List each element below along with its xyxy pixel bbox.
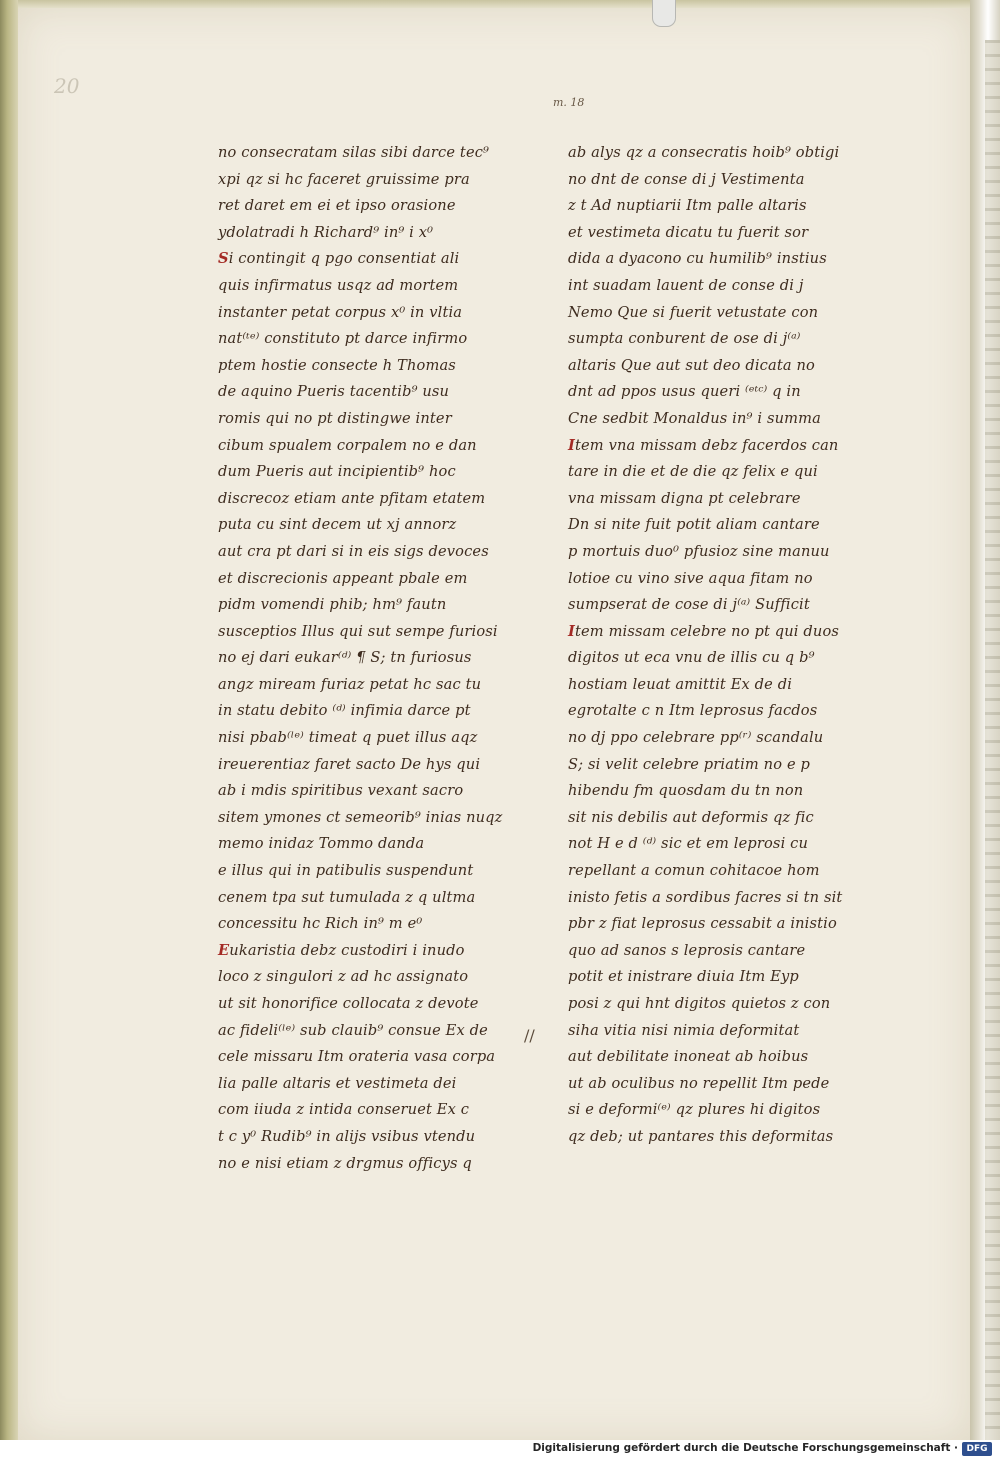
manuscript-line: e illus qui in patibulis suspendunt bbox=[218, 862, 474, 880]
manuscript-line: Eukaristia debz custodiri i inudo bbox=[218, 941, 465, 959]
manuscript-line: ireuerentiaz faret sacto De hys qui bbox=[218, 755, 481, 773]
manuscript-line: t c y⁰ Rudib⁹ in alijs vsibus vtendu bbox=[218, 1127, 476, 1145]
rubricated-initial: E bbox=[218, 941, 230, 959]
manuscript-line: cele missaru Itm orateria vasa corpa bbox=[218, 1048, 496, 1066]
manuscript-line: z t Ad nuptiarii Itm palle altaris bbox=[568, 197, 807, 215]
funding-credit: Digitalisierung gefördert durch die Deutsche Forschungsgemeinschaft · bbox=[532, 1442, 958, 1454]
manuscript-line: quo ad sanos s leprosis cantare bbox=[568, 941, 806, 959]
text-column-right bbox=[568, 140, 878, 1151]
manuscript-line: dum Pueris aut incipientib⁹ hoc bbox=[218, 463, 456, 481]
manuscript-line: cenem tpa sut tumulada z q ultma bbox=[218, 888, 476, 906]
manuscript-line: dnt ad ppos usus queri ⁽ᵉᵗᶜ⁾ q in bbox=[568, 383, 801, 401]
manuscript-line: vna missam digna pt celebrare bbox=[568, 489, 801, 507]
manuscript-line: posi z qui hnt digitos quietos z con bbox=[568, 995, 831, 1012]
manuscript-line: ut sit honorifice collocata z devote bbox=[218, 995, 479, 1012]
manuscript-line: angz miream furiaz petat hc sac tu bbox=[218, 675, 482, 693]
rubricated-initial: I bbox=[568, 436, 575, 454]
text-column-left bbox=[218, 140, 538, 1177]
rubricated-initial: I bbox=[568, 622, 575, 640]
manuscript-line: concessitu hc Rich in⁹ m e⁰ bbox=[218, 915, 423, 933]
manuscript-line: aut debilitate inoneat ab hoibus bbox=[568, 1048, 809, 1066]
manuscript-line: no dnt de conse di j Vestimenta bbox=[568, 170, 805, 188]
manuscript-line: susceptios Illus qui sut sempe furiosi bbox=[218, 622, 498, 640]
manuscript-line: ydolatradi h Richard⁹ in⁹ i x⁰ bbox=[218, 223, 434, 241]
manuscript-line: si e deformi⁽ᵉ⁾ qz plures hi digitos bbox=[568, 1101, 821, 1119]
metal-clasp bbox=[652, 0, 676, 27]
manuscript-line: tare in die et de die qz felix e qui bbox=[568, 463, 818, 481]
top-mark: m. 18 bbox=[553, 96, 585, 109]
manuscript-line: altaris Que aut sut deo dicata no bbox=[568, 356, 815, 374]
manuscript-line: lotioe cu vino sive aqua fitam no bbox=[568, 569, 813, 587]
manuscript-line: S; si velit celebre priatim no e p bbox=[568, 755, 811, 773]
manuscript-line: Dn si nite fuit potit aliam cantare bbox=[568, 516, 820, 534]
manuscript-line: potit et inistrare diuia Itm Eyp bbox=[568, 968, 799, 986]
dfg-logo: DFG bbox=[962, 1442, 992, 1456]
manuscript-line: ptem hostie consecte h Thomas bbox=[218, 356, 456, 374]
manuscript-line: digitos ut eca vnu de illis cu q b⁹ bbox=[568, 649, 815, 667]
manuscript-line: not H e d ⁽ᵈ⁾ sic et em leprosi cu bbox=[568, 835, 809, 853]
manuscript-line: dida a dyacono cu humilib⁹ instius bbox=[568, 250, 827, 268]
margin-mark: // bbox=[524, 1026, 535, 1045]
manuscript-line: romis qui no pt distingwe inter bbox=[218, 409, 452, 427]
manuscript-line: puta cu sint decem ut xj annorz bbox=[218, 516, 457, 534]
manuscript-line: Nemo Que si fuerit vetustate con bbox=[568, 303, 819, 321]
manuscript-line: Item missam celebre no pt qui duos bbox=[568, 622, 840, 640]
manuscript-line: quis infirmatus usqz ad mortem bbox=[218, 276, 459, 294]
manuscript-line: p mortuis duo⁰ pfusioz sine manuu bbox=[568, 542, 830, 560]
manuscript-line: siha vitia nisi nimia deformitat bbox=[568, 1021, 800, 1039]
manuscript-line: hostiam leuat amittit Ex de di bbox=[568, 675, 793, 693]
manuscript-line: egrotalte c n Itm leprosus facdos bbox=[568, 702, 818, 720]
manuscript-line: no ej dari eukar⁽ᵈ⁾ ¶ S; tn furiosus bbox=[218, 649, 472, 667]
manuscript-line: nat⁽ᵗᵉ⁾ constituto pt darce infirmo bbox=[218, 330, 468, 348]
manuscript-line: nisi pbab⁽ˡᵉ⁾ timeat q puet illus aqz bbox=[218, 729, 478, 747]
manuscript-line: lia palle altaris et vestimeta dei bbox=[218, 1074, 457, 1092]
manuscript-line: Item vna missam debz facerdos can bbox=[568, 436, 839, 454]
manuscript-line: sit nis debilis aut deformis qz fic bbox=[568, 808, 814, 826]
manuscript-line: sitem ymones ct semeorib⁹ inias nuqz bbox=[218, 808, 503, 826]
manuscript-line: sumpserat de cose di j⁽ᵃ⁾ Sufficit bbox=[568, 596, 810, 614]
manuscript-line: et vestimeta dicatu tu fuerit sor bbox=[568, 223, 809, 241]
manuscript-line: pbr z fiat leprosus cessabit a inistio bbox=[568, 915, 837, 933]
manuscript-line: xpi qz si hc faceret gruissime pra bbox=[218, 170, 470, 188]
book-left-edge bbox=[0, 0, 18, 1440]
manuscript-line: instanter petat corpus x⁰ in vltia bbox=[218, 303, 463, 321]
manuscript-line: ac fideli⁽ˡᵉ⁾ sub clauib⁹ consue Ex de bbox=[218, 1021, 488, 1039]
manuscript-line: in statu debito ⁽ᵈ⁾ infimia darce pt bbox=[218, 702, 471, 720]
manuscript-line: ab alys qz a consecratis hoib⁹ obtigi bbox=[568, 144, 840, 161]
manuscript-line: qz deb; ut pantares this deformitas bbox=[568, 1127, 834, 1145]
manuscript-line: loco z singulori z ad hc assignato bbox=[218, 968, 469, 986]
manuscript-line: no e nisi etiam z drgmus officys q bbox=[218, 1154, 472, 1172]
manuscript-line: ret daret em ei et ipso orasione bbox=[218, 197, 456, 215]
rubricated-initial: S bbox=[218, 250, 229, 268]
manuscript-line: no dj ppo celebrare pp⁽ʳ⁾ scandalu bbox=[568, 729, 824, 747]
manuscript-line: de aquino Pueris tacentib⁹ usu bbox=[218, 383, 450, 401]
manuscript-line: pidm vomendi phib; hm⁹ fautn bbox=[218, 596, 447, 614]
manuscript-line: Cne sedbit Monaldus in⁹ i summa bbox=[568, 409, 821, 427]
manuscript-line: ab i mdis spiritibus vexant sacro bbox=[218, 782, 464, 800]
facing-page-edge bbox=[985, 40, 1000, 1440]
manuscript-line: ut ab oculibus no repellit Itm pede bbox=[568, 1074, 830, 1092]
manuscript-line: cibum spualem corpalem no e dan bbox=[218, 436, 477, 454]
manuscript-line: et discrecionis appeant pbale em bbox=[218, 569, 468, 587]
digitization-footer bbox=[0, 1440, 1000, 1458]
manuscript-line: no consecratam silas sibi darce tec⁹ bbox=[218, 144, 490, 161]
manuscript-line: Si contingit q pgo consentiat ali bbox=[218, 250, 460, 268]
folio-number: 20 bbox=[54, 74, 80, 98]
manuscript-line: inisto fetis a sordibus facres si tn sit bbox=[568, 888, 843, 906]
manuscript-line: hibendu fm quosdam du tn non bbox=[568, 782, 804, 800]
manuscript-line: memo inidaz Tommo danda bbox=[218, 835, 425, 853]
manuscript-line: discrecoz etiam ante pfitam etatem bbox=[218, 489, 486, 507]
manuscript-line: com iiuda z intida conseruet Ex c bbox=[218, 1101, 470, 1119]
manuscript-line: sumpta conburent de ose di j⁽ᵃ⁾ bbox=[568, 330, 801, 348]
manuscript-line: repellant a comun cohitacoe hom bbox=[568, 862, 820, 880]
manuscript-line: aut cra pt dari si in eis sigs devoces bbox=[218, 542, 489, 560]
manuscript-line: int suadam lauent de conse di j bbox=[568, 276, 804, 294]
